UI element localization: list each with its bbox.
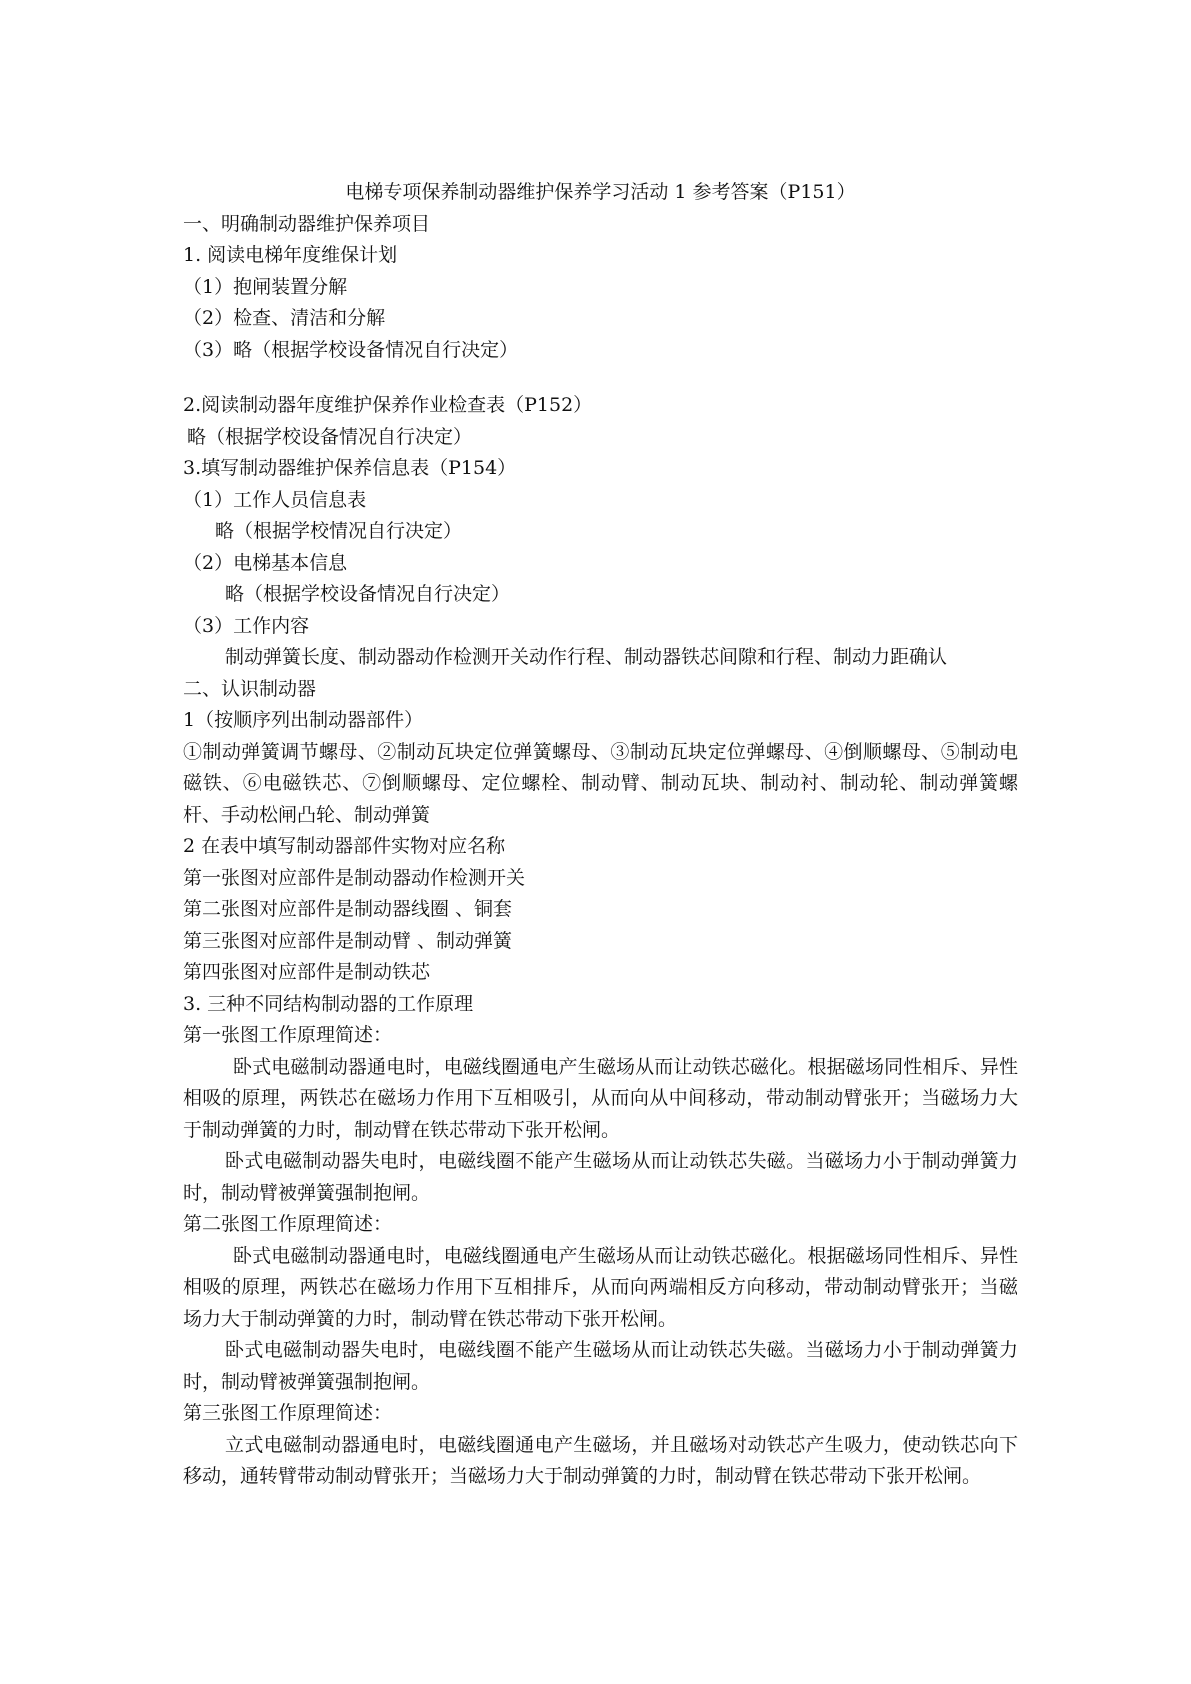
subheading: 第二张图工作原理简述： bbox=[183, 1213, 393, 1235]
document-body bbox=[183, 177, 1018, 1493]
principle-paragraph: 卧式电磁制动器通电时，电磁线圈通电产生磁场从而让动铁芯磁化。根据磁场同性相斥、异性相吸的原理，两铁芯在磁场力作用下互相排斥，从而向两端相反方向移动，带动制动臂张开；当磁场力大于制动弹簧的力时，制动臂在铁芯带动下张开松闸。 bbox=[183, 1244, 1018, 1330]
principle-paragraph: 卧式电磁制动器失电时，电磁线圈不能产生磁场从而让动铁芯失磁。当磁场力小于制动弹簧力时，制动臂被弹簧强制抱闸。 bbox=[183, 1339, 1018, 1393]
subheading: 第三张图工作原理简述： bbox=[183, 1402, 393, 1424]
blank-line bbox=[183, 366, 1018, 390]
list-item: （3）略（根据学校设备情况自行决定） bbox=[183, 338, 519, 361]
answer-text: 略（根据学校设备情况自行决定） bbox=[225, 583, 511, 605]
list-item: （2）电梯基本信息 bbox=[183, 551, 348, 574]
item-heading: 2 在表中填写制动器部件实物对应名称 bbox=[183, 835, 506, 857]
principle-paragraph: 立式电磁制动器通电时，电磁线圈通电产生磁场，并且磁场对动铁芯产生吸力，使动铁芯向下移动，通转臂带动制动臂张开；当磁场力大于制动弹簧的力时，制动臂在铁芯带动下张开松闸。 bbox=[183, 1433, 1018, 1487]
item-heading: 3. 三种不同结构制动器的工作原理 bbox=[183, 992, 474, 1015]
subheading: 第一张图工作原理简述： bbox=[183, 1024, 393, 1046]
principle-paragraph: 卧式电磁制动器通电时，电磁线圈通电产生磁场从而让动铁芯磁化。根据磁场同性相斥、异性相吸的原理，两铁芯在磁场力作用下互相吸引，从而向从中间移动，带动制动臂张开；当磁场力大于制动弹簧的力时，制动臂在铁芯带动下张开松闸。 bbox=[183, 1055, 1018, 1141]
answer-text: 略（根据学校设备情况自行决定） bbox=[187, 425, 473, 448]
answer-text: 第一张图对应部件是制动器动作检测开关 bbox=[183, 866, 526, 889]
item-heading: 2.阅读制动器年度维护保养作业检查表（P152） bbox=[183, 394, 593, 416]
answer-text: 制动弹簧长度、制动器动作检测开关动作行程、制动器铁芯间隙和行程、制动力距确认 bbox=[225, 646, 948, 668]
answer-text: 第三张图对应部件是制动臂 、制动弹簧 bbox=[183, 929, 513, 952]
answer-text: 第四张图对应部件是制动铁芯 bbox=[183, 961, 431, 983]
parts-list-paragraph: ①制动弹簧调节螺母、②制动瓦块定位弹簧螺母、③制动瓦块定位弹螺母、④倒顺螺母、⑤制动电磁铁、⑥电磁铁芯、⑦倒顺螺母、定位螺栓、制动臂、制动瓦块、制动衬、制动轮、制动弹簧螺杆、手动松闸凸轮、制动弹簧 bbox=[183, 740, 1018, 826]
item-heading: 1. 阅读电梯年度维保计划 bbox=[183, 244, 398, 266]
section-heading-1: 一、明确制动器维护保养项目 bbox=[183, 212, 431, 235]
item-heading: 1（按顺序列出制动器部件） bbox=[183, 709, 424, 731]
list-item: （3）工作内容 bbox=[183, 614, 310, 637]
list-item: （2）检查、清洁和分解 bbox=[183, 307, 386, 329]
principle-paragraph: 卧式电磁制动器失电时，电磁线圈不能产生磁场从而让动铁芯失磁。当磁场力小于制动弹簧力时，制动臂被弹簧强制抱闸。 bbox=[183, 1150, 1018, 1204]
document-title: 电梯专项保养制动器维护保养学习活动 1 参考答案（P151） bbox=[345, 181, 856, 203]
section-heading-2: 二、认识制动器 bbox=[183, 677, 317, 700]
answer-text: 第二张图对应部件是制动器线圈 、铜套 bbox=[183, 898, 513, 920]
answer-text: 略（根据学校情况自行决定） bbox=[215, 520, 463, 542]
item-heading: 3.填写制动器维护保养信息表（P154） bbox=[183, 457, 517, 479]
list-item: （1）工作人员信息表 bbox=[183, 488, 367, 511]
list-item: （1）抱闸装置分解 bbox=[183, 275, 348, 298]
